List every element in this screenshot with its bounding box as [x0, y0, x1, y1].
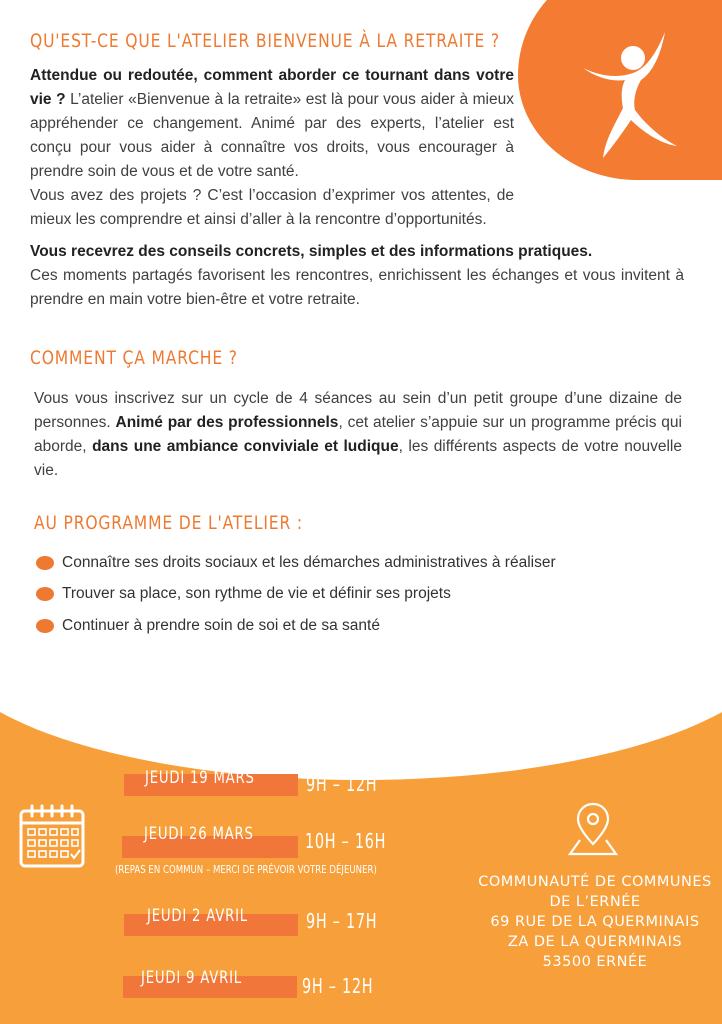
list-item-text: Connaître ses droits sociaux et les démarches administratives à réaliser	[62, 553, 556, 571]
how-text-3: , les différents aspects de votre nouvelle vie.	[34, 438, 682, 479]
section-title-program: AU PROGRAMME DE L'ATELIER :	[34, 512, 303, 534]
bullet-icon	[36, 556, 54, 570]
how-text-1: Vous vous inscrivez sur un cycle de 4 séances au sein d’un petit groupe d’une dizaine de personnes.	[34, 390, 682, 431]
how-bold-1: Animé par des professionnels	[115, 414, 339, 431]
list-item	[36, 579, 556, 611]
advice-paragraph	[30, 240, 684, 312]
address-line: DE L’ERNÉE	[549, 894, 641, 910]
session-note: (REPAS EN COMMUN – MERCI DE PRÉVOIR VOTRE DÉJEUNER)	[115, 863, 377, 876]
intro-paragraph	[30, 64, 514, 184]
session-time: 9H – 12H	[302, 974, 374, 998]
projects-paragraph: Vous avez des projets ? C’est l’occasion d’exprimer vos attentes, de mieux les comprendre et ainsi d’aller à la rencontre d’opportunités.	[30, 187, 514, 228]
advice-bold: Vous recevrez des conseils concrets, simples et des informations pratiques.	[30, 243, 593, 260]
intro-text: L’atelier «Bienvenue à la retraite» est là pour vous aider à mieux appréhender ce changement. Animé par des experts, l’atelier est conçu pour vous aider à connaître vos droits, vous encourager à prendre soin de vous et de votre santé.	[30, 91, 514, 180]
bullet-icon	[36, 587, 54, 601]
list-item	[36, 547, 556, 579]
dancing-person-icon	[575, 28, 685, 160]
section-title-how: COMMENT ÇA MARCHE ?	[30, 347, 238, 369]
how-bold-2: dans une ambiance conviviale et ludique	[92, 438, 399, 455]
address-line: ZA DE LA QUERMINAIS	[507, 934, 683, 950]
address-line: 53500 ERNÉE	[542, 954, 648, 970]
session-time: 10H – 16H	[305, 829, 387, 853]
map-pin-icon	[566, 800, 620, 856]
list-item-text: Continuer à prendre soin de soi et de sa santé	[62, 616, 380, 634]
address-line: COMMUNAUTÉ DE COMMUNES	[478, 874, 712, 890]
how-text-2: , cet atelier s’appuie sur un programme précis qui aborde,	[34, 414, 682, 455]
address-line: 69 RUE DE LA QUERMINAIS	[490, 914, 700, 930]
session-date: JEUDI 9 AVRIL	[141, 968, 242, 988]
list-item-text: Trouver sa place, son rythme de vie et définir ses projets	[62, 585, 451, 603]
session-date: JEUDI 2 AVRIL	[147, 906, 248, 926]
calendar-icon	[18, 803, 86, 869]
advice-text: Ces moments partagés favorisent les rencontres, enrichissent les échanges et vous invitent à prendre en main votre bien-être et votre retraite.	[30, 267, 684, 308]
address-block	[462, 872, 722, 972]
intro-question: Attendue ou redoutée, comment aborder ce tournant dans votre vie ?	[30, 67, 514, 108]
session-time: 9H – 12H	[306, 772, 378, 796]
session-date: JEUDI 19 MARS	[145, 768, 255, 788]
list-item	[36, 610, 556, 642]
bullet-icon	[36, 619, 54, 633]
session-time: 9H – 17H	[306, 909, 378, 933]
section-title-atelier: QU'EST-CE QUE L'ATELIER BIENVENUE À LA RETRAITE ?	[30, 30, 501, 52]
how-paragraph	[34, 387, 682, 483]
session-date: JEUDI 26 MARS	[144, 824, 254, 844]
